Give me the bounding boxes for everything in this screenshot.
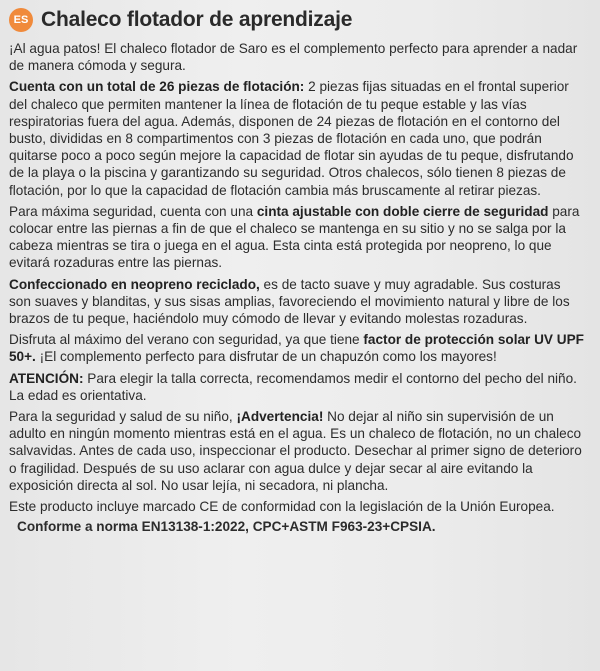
paragraph-intro: ¡Al agua patos! El chaleco flotador de Saro es el complemento perfecto para aprender a nadar de manera cómoda y segura. [9,41,578,74]
language-badge: ES [9,8,33,32]
attention-label: ATENCIÓN: [9,370,84,386]
strap-text-b: para colocar entre las piernas a fin de que el chaleco se mantenga en su sitio y no se salga por la cabeza mientras se tira o juega en el agua. Esta cinta está protegida por neopreno, lo que evitará rozaduras entre las piernas. [9,203,580,271]
paragraph-ce-marking: Este producto incluye marcado CE de conformidad con la legislación de la Unión Europea. [9,499,555,515]
paragraph-strap [9,203,586,272]
uv-text-b: ¡El complemento perfecto para disfrutar de un chapuzón como los mayores! [35,349,497,365]
strap-highlight: cinta ajustable con doble cierre de seguridad [256,203,549,219]
warning-label: ¡Advertencia! [236,409,324,425]
uv-text-a: Disfruta al máximo del verano con seguridad, ya que tiene [9,332,364,348]
neoprene-heading: Confeccionado en neopreno reciclado, [9,276,260,292]
paragraph-attention [9,370,586,404]
paragraph-neoprene [9,276,586,328]
strap-text-a: Para máxima seguridad, cuenta con una [9,203,257,219]
attention-text: Para elegir la talla correcta, recomendamos medir el contorno del pecho del niño. La edad es orientativa. [9,370,577,403]
page-title: Chaleco flotador de aprendizaje [41,8,353,31]
warning-text-b: No dejar al niño sin supervisión de un adulto en ningún momento mientras está en el agua. Es un chaleco de flotación, no un chaleco salvavidas. Antes de cada uso, inspeccionar el producto. Desechar al primer signo de deterioro o fragilidad. Después de su uso aclarar con agua dulce y dejar secar al aire evitando la exposición directa al sol. No usar lejía, ni secadora, ni plancha. [9,409,582,493]
paragraph-flotation [9,78,586,198]
header [9,6,586,34]
warning-text-a: Para la seguridad y salud de su niño, [9,409,237,425]
uv-highlight: factor de protección solar UV UPF 50+. [9,332,584,365]
paragraph-warning [9,408,586,494]
neoprene-text: es de tacto suave y muy agradable. Sus costuras son suaves y blanditas, y sus sisas amplias, favoreciendo el movimiento natural y libre de los brazos de tu peque, haciéndolo muy cómodo de llevar y evitando molestas rozaduras. [9,276,570,327]
standards-compliance: Conforme a norma EN13138-1:2022, CPC+ASTM F963-23+CPSIA. [17,519,436,535]
flotation-text: 2 piezas fijas situadas en el frontal superior del chaleco que permiten mantener la línea de flotación de tu peque estable y las vías respiratorias fuera del agua. Además, disponen de 24 piezas de flotación en el contorno del busto, divididas en 8 compartimentos con 3 piezas de flotación en cada uno, que podrán quitarse poco a poco según mejore la capacidad de flotar sin ayudas de tu peque, disfrutando de la playa o la piscina y garantizando su seguridad. Otros chalecos, sólo tienen 8 piezas de flotación, por lo que la capacidad de flotación cambia más bruscamente al retirar piezas. [9,79,574,198]
flotation-heading: Cuenta con un total de 26 piezas de flotación: [9,79,305,95]
paragraph-uv [9,331,586,365]
